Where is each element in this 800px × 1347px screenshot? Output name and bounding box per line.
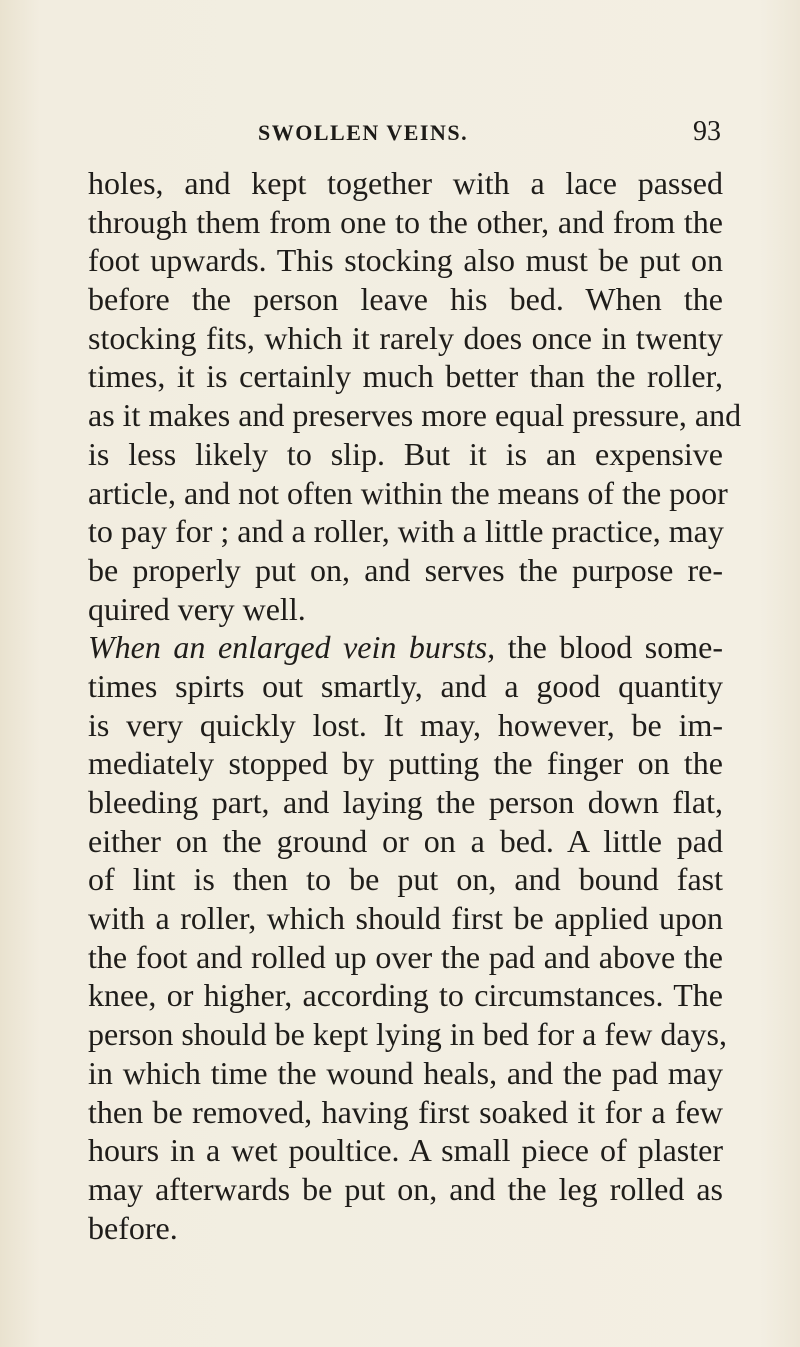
text-line: bleeding part, and laying the person down flat, (88, 784, 723, 820)
text-line: stocking fits, which it rarely does once in twenty (88, 319, 723, 356)
text-line: quired very well. (88, 590, 306, 627)
text-line: of lint is then to be put on, and bound fast (88, 861, 723, 898)
text-line: through them from one to the other, and from the (88, 203, 723, 240)
text-line: before the person leave his bed. When the (88, 281, 723, 318)
text-line: in which time the wound heals, and the pad may (88, 1054, 723, 1091)
text-line: either on the ground or on a bed. A little pad (88, 822, 723, 859)
text-line: times, it is certainly much better than the roller, (88, 358, 723, 395)
text-line: person should be kept lying in bed for a few days, (88, 1016, 727, 1053)
text-line: is very quickly lost. It may, however, be im- (88, 706, 723, 743)
text-line: holes, and kept together with a lace passed (88, 165, 723, 201)
text-line: mediately stopped by putting the finger on the (88, 745, 723, 782)
text-line: before. (88, 1209, 178, 1246)
text-line: foot upwards. This stocking also must be put on (88, 242, 723, 279)
text-line: may afterwards be put on, and the leg rolled as (88, 1170, 723, 1207)
text-line: article, and not often within the means of the poor (88, 474, 728, 511)
text-line: is less likely to slip. But it is an expensive (88, 435, 723, 472)
text-line: hours in a wet poultice. A small piece of plaster (88, 1132, 723, 1169)
text-line: to pay for ; and a roller, with a little practice, may (88, 513, 724, 550)
text-line: the foot and rolled up over the pad and above the (88, 938, 723, 975)
text-line: knee, or higher, according to circumstances. The (88, 977, 723, 1014)
text-line: times spirts out smartly, and a good quantity (88, 667, 723, 704)
page-number: 93 (693, 116, 721, 147)
text-line: with a roller, which should first be applied upon (88, 900, 723, 937)
body-text (88, 164, 742, 1247)
running-head (0, 116, 800, 150)
roman-run: the blood some- (495, 629, 724, 666)
text-line: then be removed, having first soaked it for a few (88, 1093, 723, 1130)
running-title: SWOLLEN VEINS. (258, 120, 469, 145)
text-line: as it makes and preserves more equal pressure, and (88, 397, 742, 434)
text-line-with-italic (88, 628, 723, 667)
italic-run: When an enlarged vein bursts, (88, 629, 496, 666)
text-line: be properly put on, and serves the purpose re- (88, 551, 723, 588)
